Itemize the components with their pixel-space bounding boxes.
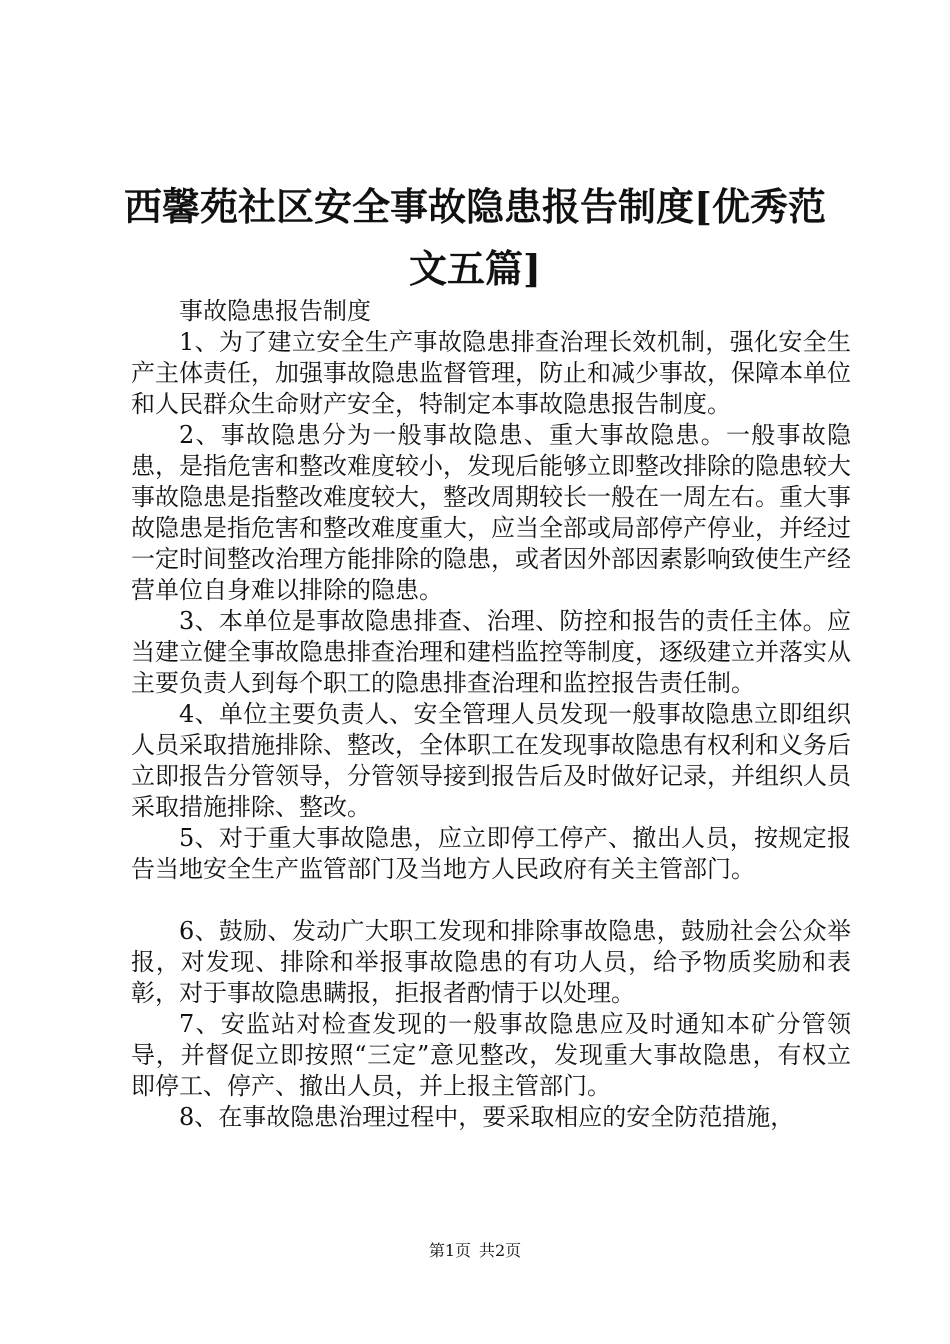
paragraph-2: 2、事故隐患分为一般事故隐患、重大事故隐患。一般事故隐患，是指危害和整改难度较小，发现后能够立即整改排除的隐患较大事故隐患是指整改难度较大，整改周期较长一般在一周左右。重大事故隐患是指危害和整改难度重大，应当全部或局部停产停业，并经过一定时间整改治理方能排除的隐患，或者因外部因素影响致使生产经营单位自身难以排除的隐患。 xyxy=(131,421,851,604)
paragraph-1: 1、为了建立安全生产事故隐患排查治理长效机制，强化安全生产主体责任，加强事故隐患监督管理，防止和减少事故，保障本单位和人民群众生命财产安全，特制定本事故隐患报告制度。 xyxy=(131,328,851,418)
paragraph-3: 3、本单位是事故隐患排查、治理、防控和报告的责任主体。应当建立健全事故隐患排查治理和建档监控等制度，逐级建立并落实从主要负责人到每个职工的隐患排查治理和监控报告责任制。 xyxy=(131,607,851,697)
paragraph-4: 4、单位主要负责人、安全管理人员发现一般事故隐患立即组织人员采取措施排除、整改，全体职工在发现事故隐患有权利和义务后立即报告分管领导，分管领导接到报告后及时做好记录，并组织人员采取措施排除、整改。 xyxy=(131,700,851,821)
section-heading: 事故隐患报告制度 xyxy=(179,297,371,325)
paragraph-5: 5、对于重大事故隐患，应立即停工停产、撤出人员，按规定报告当地安全生产监管部门及当地方人民政府有关主管部门。 xyxy=(131,824,851,883)
paragraph-6: 6、鼓励、发动广大职工发现和排除事故隐患，鼓励社会公众举报，对发现、排除和举报事故隐患的有功人员，给予物质奖励和表彰，对于事故隐患瞒报，拒报者酌情于以处理。 xyxy=(131,917,851,1007)
page-footer xyxy=(0,1241,950,1261)
paragraph-7: 7、安监站对检查发现的一般事故隐患应及时通知本矿分管领导，并督促立即按照“三定”意见整改，发现重大事故隐患，有权立即停工、停产、撤出人员，并上报主管部门。 xyxy=(131,1010,851,1100)
page-total: 共2页 xyxy=(479,1241,522,1260)
page-number: 第1页 xyxy=(428,1241,471,1260)
document-title: 西馨苑社区安全事故隐患报告制度[优秀范文五篇] xyxy=(124,184,826,291)
document-body xyxy=(131,296,851,1133)
paragraph-8: 8、在事故隐患治理过程中，要采取相应的安全防范措施， xyxy=(179,1103,795,1131)
